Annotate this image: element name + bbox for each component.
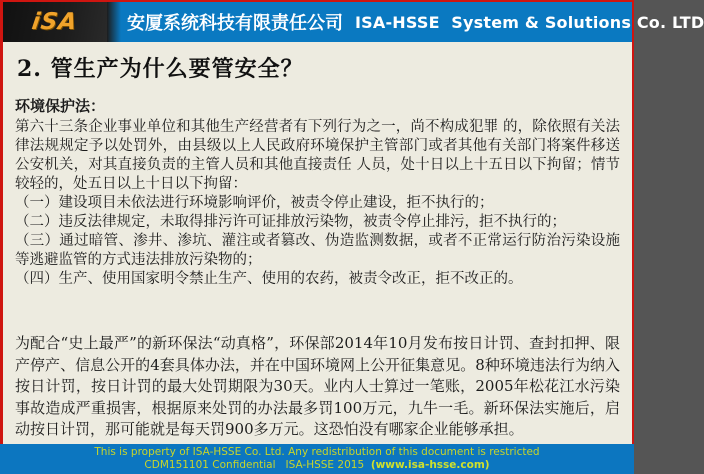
- law-item-2: （二）违反法律规定，未取得排污许可证排放污染物，被责令停止排污，拒不执行的；: [15, 214, 566, 230]
- company-name-chinese: 安厦系统科技有限责任公司: [127, 13, 343, 34]
- law-item-4: （四）生产、使用国家明令禁止生产、使用的农药，被责令改正，拒不改正的。: [15, 271, 523, 287]
- header-title: [121, 2, 704, 42]
- law-item-3: （三）通过暗管、渗井、渗坑、灌注或者篡改、伪造监测数据，或者不正常运行防治污染设施等逃避监管的方式违法排放污染物的；: [15, 233, 620, 268]
- logo-fade-divider: [107, 2, 121, 42]
- footer-bar: [0, 444, 634, 474]
- footer-website-text: (www.isa-hsse.com): [370, 459, 490, 471]
- company-logo: [3, 2, 107, 42]
- slide-body: [3, 42, 632, 444]
- company-name-english: ISA-HSSE System & Solutions Co. LTD: [355, 12, 704, 32]
- law-item-1: （一）建设项目未依法进行环境影响评价，被责令停止建设，拒不执行的；: [15, 195, 494, 211]
- footer-confidential-line: [0, 459, 634, 472]
- commentary-paragraph: 为配合“史上最严”的新环保法“动真格”，环保部2014年10月发布按日计罚、查封扣押、限产停产、信息公开的4套具体办法，并在中国环境网上公开征集意见。8种环境违法行为纳入按日计罚，按日计罚的最大处罚期限为30天。业内人士算过一笔账，2005年松花江水污染事故造成严重损害，根据原来处罚的办法最多罚100万元，九牛一毛。新环保法实施后，启动按日计罚，那可能就是每天罚900多万元。这恐怕没有哪家企业能够承担。: [15, 334, 620, 438]
- isa-logo-text: iSA: [30, 9, 80, 35]
- header-bar: [3, 2, 704, 42]
- footer-document-id: CDM151101 Confidential ISA-HSSE 2015: [144, 459, 371, 471]
- footer-restriction-notice: This is property of ISA-HSSE Co. Ltd. Any redistribution of this document is restricted: [94, 446, 540, 458]
- page-title: 2. 管生产为什么要管安全？: [17, 56, 304, 82]
- law-intro-text: 第六十三条企业事业单位和其他生产经营者有下列行为之一，尚不构成犯罪 的，除依照有关法律法规规定予以处罚外，由县级以上人民政府环境保护主管部门或者其他有关部门将案件移送公安机关，对其直接负责的主管人员和其他直接责任 人员，处十日以上十五日以下拘留；情节较轻的，处五日以上十日以下拘留：: [15, 119, 620, 192]
- environmental-law-section: [15, 95, 620, 289]
- law-heading: 环境保护法：: [15, 97, 106, 115]
